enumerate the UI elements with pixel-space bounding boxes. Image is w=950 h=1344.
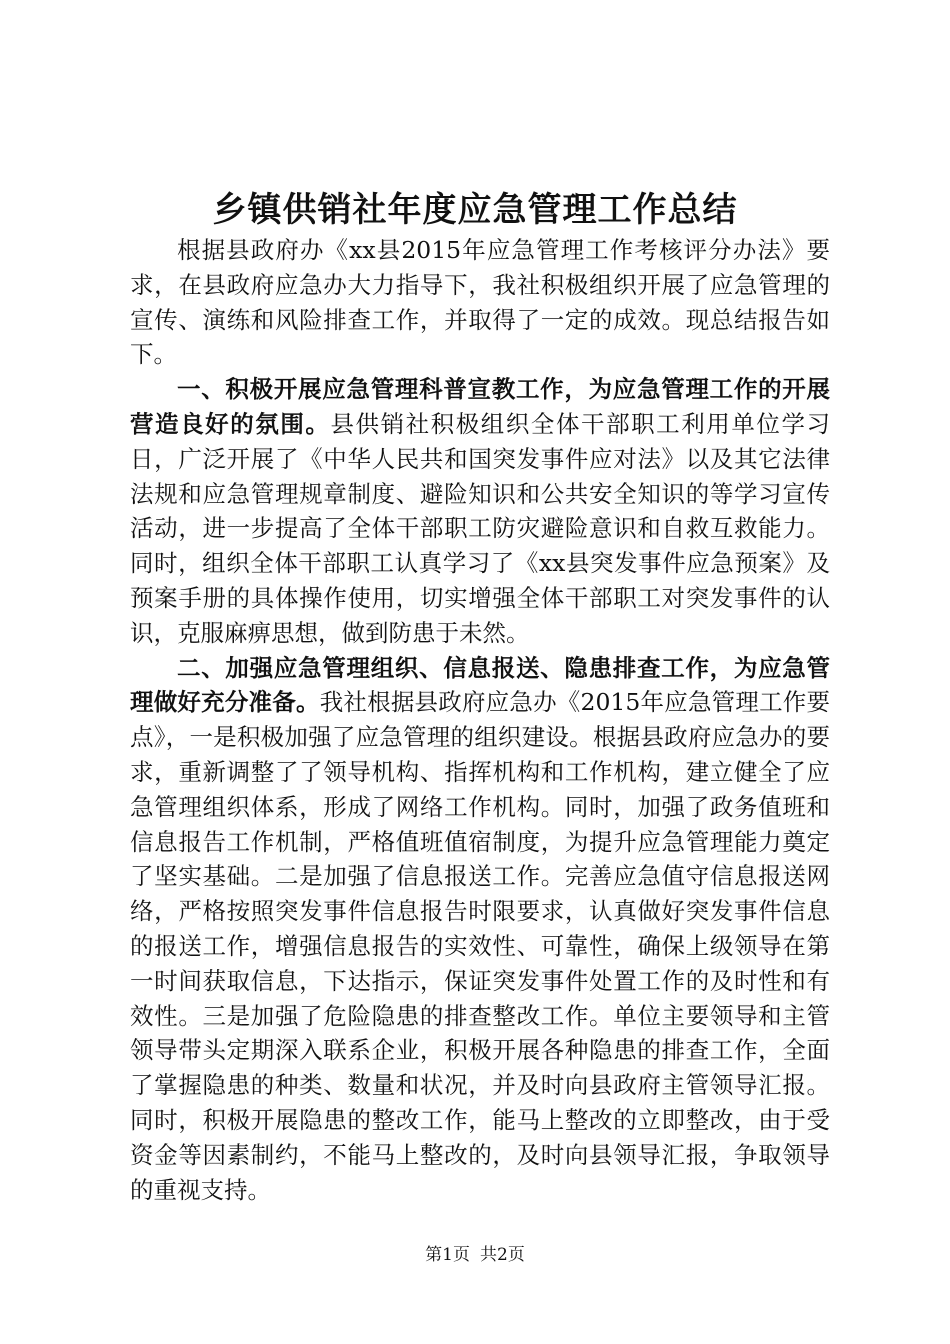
document-body bbox=[130, 233, 830, 1207]
page-number: 第1页 bbox=[425, 1245, 470, 1265]
page-total: 共2页 bbox=[480, 1245, 525, 1265]
document-title: 乡镇供销社年度应急管理工作总结 bbox=[212, 190, 738, 230]
section-two-text: 我社根据县政府应急办《2015年应急管理工作要点》，一是积极加强了应急管理的组织建设。根据县政府应急办的要求，重新调整了了领导机构、指挥机构和工作机构，建立健全了应急管理组织体系，形成了网络工作机构。同时，加强了政务值班和信息报告工作机制，严格值班值宿制度，为提升应急管理能力奠定了坚实基础。二是加强了信息报送工作。完善应急值守信息报送网络，严格按照突发事件信息报告时限要求，认真做好突发事件信息的报送工作，增强信息报告的实效性、可靠性，确保上级领导在第一时间获取信息，下达指示，保证突发事件处置工作的及时性和有效性。三是加强了危险隐患的排查整改工作。单位主要领导和主管领导带头定期深入联系企业，积极开展各种隐患的排查工作，全面了掌握隐患的种类、数量和状况，并及时向县政府主管领导汇报。同时，积极开展隐患的整改工作，能马上整改的立即整改，由于受资金等因素制约，不能马上整改的，及时向县领导汇报，争取领导的重视支持。 bbox=[130, 688, 830, 1204]
intro-text: 根据县政府办《xx县2015年应急管理工作考核评分办法》要求，在县政府应急办大力指导下，我社积极组织开展了应急管理的宣传、演练和风险排查工作，并取得了一定的成效。现总结报告如下。 bbox=[130, 236, 830, 369]
section-two-paragraph bbox=[130, 651, 830, 1208]
section-one-heading: 一、积极开展应急管理科普宣教工作，为应急管理工作的开展营造良好的氛围。 bbox=[130, 375, 830, 438]
section-one-paragraph bbox=[130, 372, 830, 650]
intro-paragraph bbox=[130, 233, 830, 372]
section-one-text: 县供销社积极组织全体干部职工利用单位学习日，广泛开展了《中华人民共和国突发事件应对法》以及其它法律法规和应急管理规章制度、避险知识和公共安全知识的等学习宣传活动，进一步提高了全体干部职工防灾避险意识和自救互救能力。同时，组织全体干部职工认真学习了《xx县突发事件应急预案》及预案手册的具体操作使用，切实增强全体干部职工对突发事件的认识，克服麻痹思想，做到防患于未然。 bbox=[130, 409, 831, 647]
section-two-heading: 二、加强应急管理组织、信息报送、隐患排查工作，为应急管理做好充分准备。 bbox=[130, 653, 830, 717]
page-footer bbox=[0, 1243, 950, 1267]
